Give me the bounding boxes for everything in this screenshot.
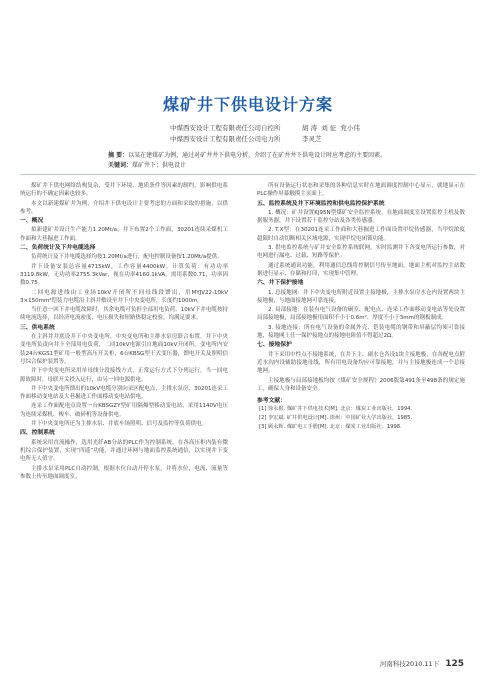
author-names: 李灵芝 (302, 135, 322, 143)
body-paragraph: 煤矿井下供电网络结构复杂，受井下环境、地质条件等因素的制约，影响供电系统运行的不确定因素也较多。 (20, 183, 228, 198)
keywords-row (108, 161, 438, 171)
affiliation: 中煤西安设计工程有限责任公司电力所 (170, 135, 281, 143)
abstract-text: 以某在建煤矿为例，通过对矿井井下供电分析，介绍了在矿井井下供电设计时应考虑的主要因素。 (128, 152, 387, 159)
section-divider (20, 174, 476, 175)
section-heading: 七、接地保护 (257, 342, 292, 349)
body-paragraph: 井下中央变电所馈出的10kV电缆分别向采区配电点、主排水泵房、30201连采工作面移动变电站及大巷掘进工作面移动变电站供电。 (20, 385, 228, 401)
body-paragraph: 2. 局部接地：在装有电气设备的硐室、配电点、连采工作面移动变电站等处设置局部接地极，局部接地极用面积不小于0.6m²、厚度不小于3mm的钢板制成。 (257, 307, 465, 322)
body-paragraph: 3. 接地连接：所有电气设备的金属外壳、铠装电缆的钢带和屏蔽层均须可靠接地，接地网上任一保护接地点的接地电阻值不得超过2Ω。 (257, 324, 465, 340)
body-paragraph: 井下采用中性点不接地系统，在井下主、副水仓各设1块主接地极，在各配电点附近水沟内设辅助接地母线，所有用电设备均应可靠接地，并与主接地极连成一个总接地网。 (257, 351, 465, 375)
reference-item: [1] 徐永根. 煤矿井下供电技术[M]. 北京：煤炭工业出版社，1994. (259, 406, 413, 413)
body-paragraph: 井下中央变电所还为主排水泵、井底车场照明、信号及监控等负荷供电。 (31, 421, 208, 428)
abstract-row (108, 151, 438, 161)
page-footer (380, 659, 464, 669)
body-paragraph: 1. 总接地网：井下中央变电所附近设置主接地极，主排水泵房水仓内设置两块主接地极，与地面接地网可靠连接。 (257, 289, 465, 304)
keywords-text: 煤矿井下；供电设计 (132, 162, 187, 169)
reference-item: [2] 李宏斌. 矿井供电设计[M]. 徐州：中国矿业大学出版社，1985. (259, 415, 413, 422)
body-paragraph: 系统采用直流操作，选用光纤AB分站的PLC作为控制系统，在各高压柜内装有微机综合保护装置，实现“四遥”功能，并通过环网与地面监控系统通信，以实现井下变电所无人值守。 (20, 439, 228, 463)
right-column (257, 182, 465, 432)
right-column-body (257, 182, 465, 393)
body-paragraph: 拟新建矿井设计生产能力1.20Mt/a，井下布置2个工作面，30201连续采煤机工作面和大巷掘进工作面。 (20, 227, 228, 242)
section-heading: 一、概况 (20, 218, 44, 225)
body-paragraph: 主接地极与局部接地板均按《煤矿安全规程》2006版第491条至498条的规定施工，确保人身和设备安全。 (257, 377, 465, 392)
body-paragraph: 井下中央变电所采用单母线分段接线方式，正常运行方式下分列运行，当一回电源故障时，母联开关投入运行，由另一回电源供电。 (20, 368, 228, 383)
body-paragraph: 在主斜井井底设井下中央变电所，中央变电所和主排水泵房联合布置。井下中央变电所负责向井下全部用电负荷，二回10kV电源引自地面10kV开闭所。变电所内安装24台KGS1型矿用一般型高压开关柜，6台KBSG型干式变压器，馈电开关及照明信号综合保护装置等。 (20, 334, 228, 365)
section-heading: 四、控制系统 (20, 430, 55, 437)
section-heading: 五、监控系统及井下环境监控和供电监控保护系统 (257, 200, 385, 207)
body-paragraph: 主排水泵采用PLC自动控制，根据水位自动开停水泵，并将水位、电流、流量等参数上传至地面调度室。 (20, 465, 228, 480)
body-paragraph: 井下设备安装总容量4715kW，工作容量4400kW。计算负荷：有功功率3119.8kW，无功功率2755.3kVar，视在功率4160.1kVA，需用系数0.71，功率因数0.75。 (20, 263, 228, 287)
body-paragraph: 当任意一回下井电缆故障时，其余电缆可负担全部用电负荷。10kV下井电缆按持续电流选择，以经济电流密度、电压损失和短路热稳定校验，均满足要求。 (20, 307, 228, 322)
body-paragraph: 1. 概况：矿井设置KJ95N型煤矿安全监控系统，在地面调度室设置监控主机及数据服务器，井下设置若干监控分站及各类传感器。 (257, 209, 465, 225)
section-heading: 三、供电系统 (20, 324, 55, 331)
author-block (170, 123, 470, 145)
body-paragraph: 负荷统计及下井电缆选择均按1.20Mt/a进行，配电控制设备按1.20Mt/a提供。 (31, 254, 223, 261)
section-heading: 二、负荷统计及下井电缆选择 (20, 245, 96, 252)
left-column (20, 182, 228, 482)
body-paragraph: 本文以新建煤矿井为例，介绍井下供电设计主要考虑的方面和采取的措施，以供参考。 (20, 200, 228, 215)
body-paragraph: 二回电源进线由工业场10kV开闭所不同母线段馈出，用MYJV22-10kV 3×150mm²铠装力电缆沿主斜井敷设至井下中央变电所，长度约1000m。 (20, 289, 228, 304)
abstract-label: 摘 要： (108, 152, 129, 159)
reference-item: [3] 顾永辉. 煤矿电工手册[M]. 北京：煤炭工业出版社，1998. (259, 423, 402, 430)
keywords-label: 关键词： (108, 162, 133, 169)
author-row (170, 134, 470, 145)
body-paragraph: 2. T.X型：在30201连采工作面和大巷掘进工作面设置甲烷传感器，当甲烷浓度超限时自动切断相关区域电源，实现甲烷电闭锁功能。 (257, 227, 465, 242)
body-paragraph: 通过系统通讯功能，利用通信总线将控制信号传至地面，地面主机对监控主站数据进行显示、存储和打印，实现集中管理。 (257, 262, 465, 277)
body-paragraph: 连采工作面配电点设置一台KBSGZY型矿用隔爆型移动变电站，采用1140V电压为连续采煤机、梭车、破碎机等设备供电。 (20, 403, 228, 418)
body-paragraph: 3. 供电监控系统与矿井安全监控系统联网，实时监测井下各变电所运行参数，对电网进行漏电、过载、短路等保护。 (257, 245, 465, 260)
author-names: 胡 涛 刘 征 党小伟 (302, 124, 360, 132)
article-title: 煤矿井下供电设计方案 (162, 95, 333, 114)
page-number: 125 (445, 659, 464, 669)
body-paragraph: 所有设备运行状态和采集的各种信息实时在地面调度控制中心显示，就地显示在PLC操作屏幕触摸主页面上。 (257, 183, 465, 198)
author-row (170, 123, 470, 134)
abstract-block (108, 151, 438, 171)
journal-issue: 河南科技2010.11下 (379, 660, 440, 668)
affiliation: 中煤西安设计工程有限责任公司自控所 (170, 124, 281, 132)
section-heading: 六、井下保护接地 (257, 280, 304, 287)
references-heading: 参考文献： (257, 398, 286, 405)
